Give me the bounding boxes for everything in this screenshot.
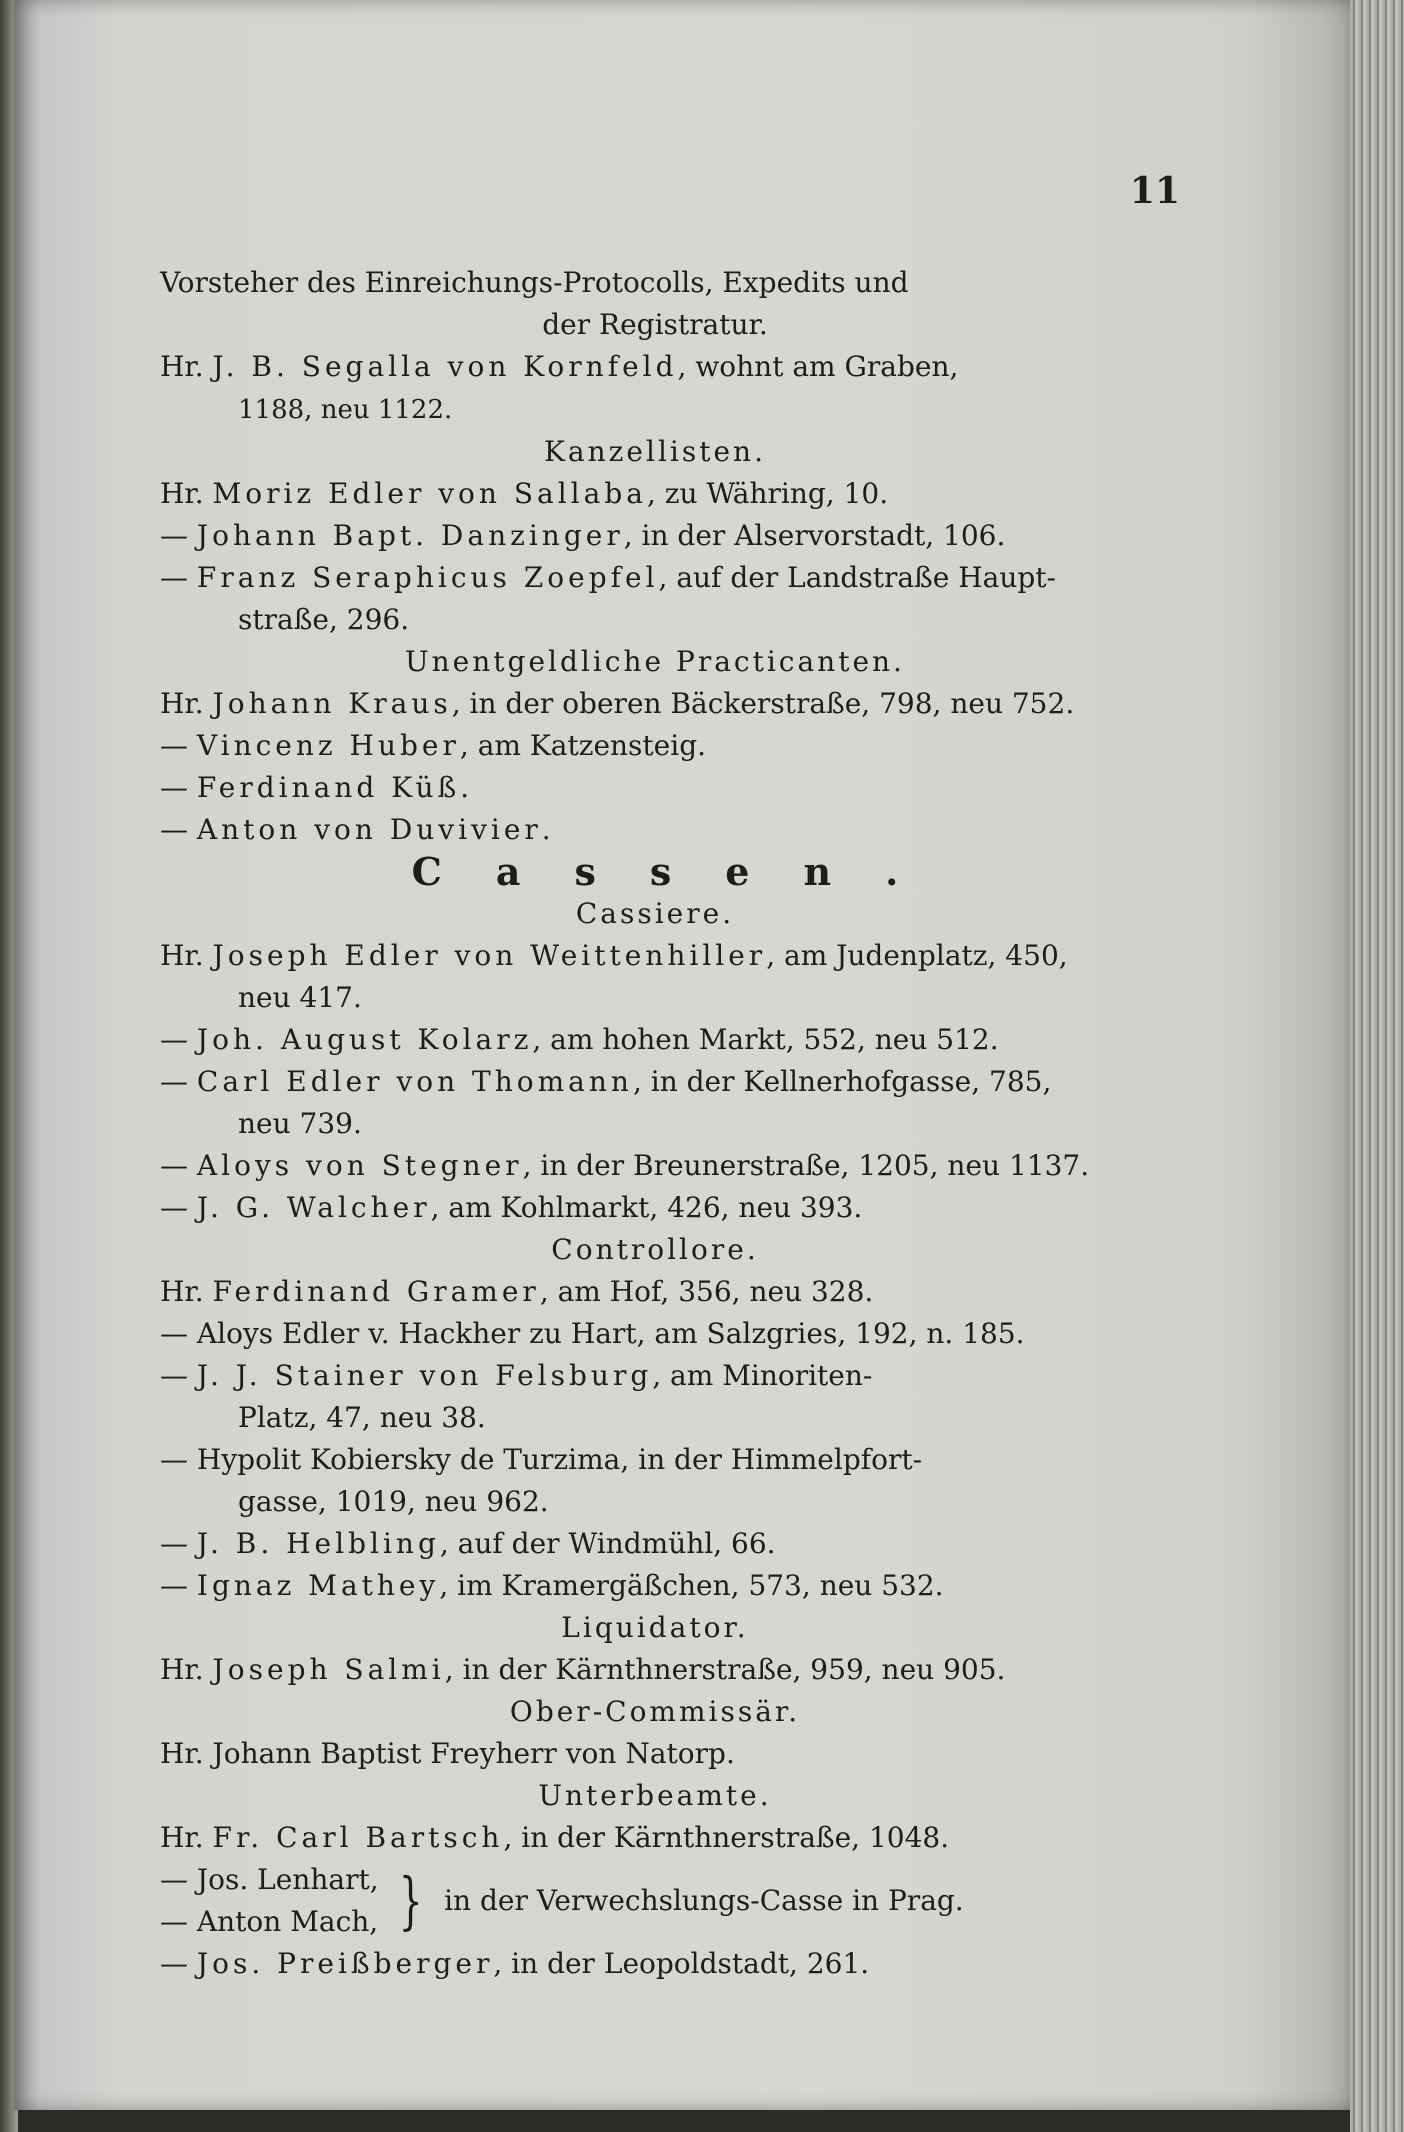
list-item: [160, 346, 1150, 431]
entry-prefix: —: [160, 1443, 188, 1476]
entry-detail: , in der Kärnthnerstraße, 1048.: [503, 1821, 950, 1854]
entry-detail: , im Kramergäßchen, 573, neu 532.: [439, 1569, 944, 1602]
entry-detail: .: [541, 813, 551, 846]
entry-name: Anton Mach,: [196, 1905, 379, 1938]
entry-detail: , in der Himmelpfort-: [620, 1443, 923, 1476]
list-item: [160, 1145, 1150, 1187]
entry-detail: , am Salzgries, 192, n. 185.: [636, 1317, 1025, 1350]
entry-name: Moriz Edler von Sallaba: [212, 477, 647, 510]
entry-detail: , in der Kellnerhofgasse, 785,: [632, 1065, 1052, 1098]
list-item: [160, 1019, 1150, 1061]
list-item: [160, 1901, 379, 1943]
entry-prefix: —: [160, 729, 188, 762]
section-heading-kanzellisten: Kanzellisten.: [544, 435, 766, 468]
entry-prefix: —: [160, 813, 188, 846]
entry-name: Hypolit Kobiersky de Turzima: [196, 1443, 621, 1476]
entry-name: Fr. Carl Bartsch: [212, 1821, 504, 1854]
section-heading-vorsteher-line1: Vorsteher des Einreichungs-Protocolls, Expedits und: [160, 266, 909, 299]
entry-name: Joseph Edler von Weittenhiller: [212, 939, 767, 972]
entry-prefix: —: [160, 561, 188, 594]
entry-name: Johann Kraus: [212, 687, 452, 720]
entry-prefix: —: [160, 1863, 188, 1896]
entry-name: Jos. Lenhart,: [196, 1863, 379, 1896]
entry-detail: , auf der Windmühl, 66.: [439, 1527, 776, 1560]
chapter-title-cassen: Cassen.: [411, 849, 953, 894]
list-item: [160, 1649, 1150, 1691]
entry-detail: , am hohen Markt, 552, neu 512.: [532, 1023, 999, 1056]
section-heading-controllore: Controllore.: [551, 1233, 759, 1266]
entry-prefix: —: [160, 1527, 188, 1560]
list-item: [160, 1313, 1150, 1355]
entry-prefix: Hr.: [160, 477, 204, 510]
entry-prefix: —: [160, 1359, 188, 1392]
list-item: [160, 473, 1150, 515]
list-item: [160, 1943, 1150, 1985]
list-item: [160, 1523, 1150, 1565]
entry-continuation: straße, 296.: [238, 603, 410, 636]
entry-name: Ferdinand Küß: [196, 771, 461, 804]
entry-name: J. G. Walcher: [196, 1191, 431, 1224]
section-heading-ober-commissaer: Ober-Commissär.: [509, 1695, 801, 1728]
curly-bracket: }: [398, 1864, 423, 1937]
list-item: [160, 809, 1150, 851]
entry-prefix: —: [160, 1905, 188, 1938]
entry-name: J. B. Helbling: [196, 1527, 440, 1560]
entry-name: Joh. August Kolarz: [196, 1023, 533, 1056]
list-item: [160, 1565, 1150, 1607]
list-item: [160, 557, 1150, 641]
entry-name: J. B. Segalla von Kornfeld: [212, 350, 678, 383]
entry-name: Johann Bapt. Danzinger: [196, 519, 624, 552]
entry-prefix: Hr.: [160, 1653, 204, 1686]
entry-prefix: Hr.: [160, 687, 204, 720]
entry-detail: .: [460, 771, 470, 804]
list-item: [160, 1061, 1150, 1145]
list-item: [160, 725, 1150, 767]
entry-prefix: —: [160, 1023, 188, 1056]
list-item: [160, 515, 1150, 557]
section-heading-liquidator: Liquidator.: [561, 1611, 749, 1644]
entry-name: Johann Baptist Freyherr von Natorp: [212, 1737, 726, 1770]
entry-detail: , in der oberen Bäckerstraße, 798, neu 752.: [451, 687, 1075, 720]
entry-name: Carl Edler von Thomann: [196, 1065, 633, 1098]
page-number: 11: [1129, 170, 1180, 212]
entry-continuation: gasse, 1019, neu 962.: [238, 1485, 549, 1518]
entry-prefix: —: [160, 1065, 188, 1098]
entry-prefix: Hr.: [160, 350, 204, 383]
entry-continuation: 1188, neu 1122.: [238, 395, 453, 425]
entry-detail: , in der Breunerstraße, 1205, neu 1137.: [522, 1149, 1090, 1182]
list-item: [160, 1817, 1150, 1859]
entry-prefix: —: [160, 771, 188, 804]
entry-name: J. J. Stainer von Felsburg: [196, 1359, 653, 1392]
page-edges: [1350, 0, 1404, 2132]
page-content: [160, 262, 1150, 1985]
entry-detail: , am Judenplatz, 450,: [766, 939, 1068, 972]
entry-detail: , wohnt am Graben,: [677, 350, 959, 383]
entry-detail: , am Minoriten-: [652, 1359, 873, 1392]
list-item: [160, 1439, 1150, 1523]
entry-name: Joseph Salmi: [212, 1653, 445, 1686]
section-heading-vorsteher-line2: der Registratur.: [542, 308, 768, 341]
entry-continuation: Platz, 47, neu 38.: [238, 1401, 486, 1434]
entry-name: Franz Seraphicus Zoepfel: [196, 561, 659, 594]
entry-name: Jos. Preißberger: [196, 1947, 494, 1980]
entry-detail: , auf der Landstraße Haupt-: [658, 561, 1056, 594]
entry-continuation: neu 417.: [238, 981, 362, 1014]
entry-prefix: Hr.: [160, 939, 204, 972]
list-item: [160, 1733, 1150, 1775]
entry-continuation: neu 739.: [238, 1107, 362, 1140]
entry-prefix: —: [160, 1569, 188, 1602]
list-item: [160, 767, 1150, 809]
list-item: [160, 1355, 1150, 1439]
entry-prefix: —: [160, 519, 188, 552]
entry-name: Aloys Edler v. Hackher zu Hart: [196, 1317, 637, 1350]
entry-prefix: Hr.: [160, 1821, 204, 1854]
list-item: [160, 1271, 1150, 1313]
entry-name: Aloys von Stegner: [196, 1149, 523, 1182]
entry-name: Ignaz Mathey: [196, 1569, 440, 1602]
list-item: [160, 683, 1150, 725]
section-heading-cassiere: Cassiere.: [575, 897, 735, 930]
entry-prefix: —: [160, 1947, 188, 1980]
list-item: [160, 1859, 379, 1901]
entry-detail: , in der Kärnthnerstraße, 959, neu 905.: [444, 1653, 1006, 1686]
entry-detail: , am Kohlmarkt, 426, neu 393.: [430, 1191, 863, 1224]
section-heading-practicanten: Unentgeldliche Practicanten.: [405, 645, 905, 678]
entry-prefix: Hr.: [160, 1737, 204, 1770]
entry-name: Ferdinand Gramer: [212, 1275, 540, 1308]
entry-name: Vincenz Huber: [196, 729, 460, 762]
entry-name: Anton von Duvivier: [196, 813, 542, 846]
entry-prefix: —: [160, 1191, 188, 1224]
entry-detail: .: [725, 1737, 735, 1770]
bracket-names: [160, 1859, 379, 1943]
bracket-text: in der Verwechslungs-Casse in Prag.: [444, 1884, 964, 1917]
list-item: [160, 935, 1150, 1019]
entry-prefix: —: [160, 1317, 188, 1350]
section-heading-unterbeamte: Unterbeamte.: [538, 1779, 772, 1812]
entry-detail: , zu Währing, 10.: [646, 477, 889, 510]
entry-prefix: Hr.: [160, 1275, 204, 1308]
entry-detail: , in der Alservorstadt, 106.: [623, 519, 1006, 552]
bracketed-entries: [160, 1859, 1150, 1943]
entry-detail: , in der Leopoldstadt, 261.: [493, 1947, 870, 1980]
list-item: [160, 1187, 1150, 1229]
entry-prefix: —: [160, 1149, 188, 1182]
entry-detail: , am Hof, 356, neu 328.: [539, 1275, 874, 1308]
entry-detail: , am Katzensteig.: [459, 729, 707, 762]
